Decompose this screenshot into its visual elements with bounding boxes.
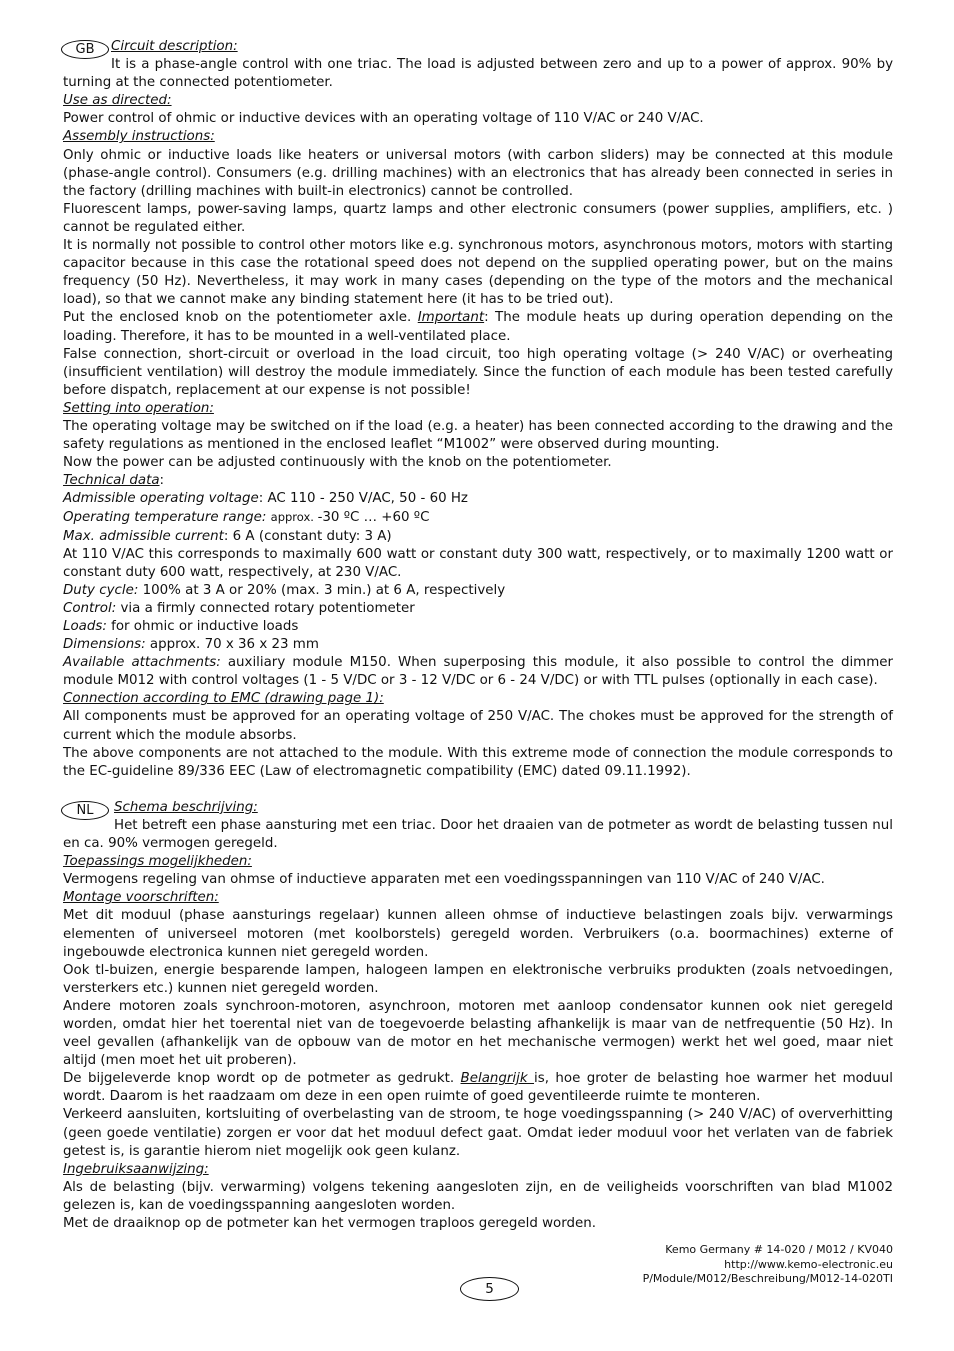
nl-language-badge: NL (61, 801, 109, 820)
montage-heading: Montage voorschriften: (63, 890, 219, 906)
spec-attachments (63, 654, 893, 690)
operation-paragraph-1: The operating voltage may be switched on if the load (e.g. a heater) has been connected according to the drawing and the safety regulations as mentioned in the enclosed leaflet “M1002” were observed during mounting. (63, 418, 893, 453)
schema-text: Het betreft een phase aansturing met een triac. Door het draaien van de potmeter as wordt de belasting tussen nul en ca. 90% vermogen geregeld. (63, 817, 893, 852)
montage-paragraph-1: Met dit moduul (phase aansturings regelaar) kunnen alleen ohmse of inductieve belastingen zoals bijv. verwarmings elementen of universeel motoren (met koolborstels) geregeld worden. Verbruikers (o.a. boormachines) externe of ingebouwde electronica kunnen niet geregeld worden. (63, 908, 893, 960)
montage-p4-text-a: De bijgeleverde knop wordt op de potmeter as gedrukt. (63, 1071, 461, 1087)
spec-control-label: Control: (63, 600, 117, 616)
montage-paragraph-3: Andere motoren zoals synchroon-motoren, asynchroon, motoren met aanloop condensator kunnen ook niet geregeld worden, omdat hier het toerental niet van de toegevoerde belasting afhankelijk is maar van de netfrequentie (50 Hz). In veel gevallen (afhankelijk van de opbouw van de motor en het mechanische vermogen) werkt het wel goed, maar niet altijd (men moet het uit proberen). (63, 998, 893, 1069)
spec-duty-label: Duty cycle: (63, 582, 139, 598)
spec-power-text: At 110 V/AC this corresponds to maximally 600 watt or constant duty 300 watt, respectively, or to maximally 1200 watt or constant duty 600 watt, respectively, at 230 V/AC. (63, 546, 893, 580)
spec-loads-value: for ohmic or inductive loads (106, 619, 299, 634)
spec-attach-label: Available attachments: (63, 655, 221, 671)
montage-paragraph-4 (63, 1070, 893, 1106)
spec-duty-value: 100% at 3 A or 20% (max. 3 min.) at 6 A, respectively (138, 582, 506, 598)
spec-loads (63, 618, 893, 636)
ingebruik-paragraph-1: Als de belasting (bijv. verwarming) volgens tekening aangesloten zijn, en de veiligheids voorschriften van blad M1002 gelezen is, kan de voedingsspanning aangesloten worden. (63, 1179, 893, 1213)
ingebruik-heading: Ingebruiksaanwijzing: (63, 1161, 209, 1177)
spec-voltage-value: : AC 110 - 250 V/AC, 50 - 60 Hz (258, 491, 468, 507)
setting-into-operation-heading: Setting into operation: (63, 400, 214, 416)
assembly-paragraph-3: It is normally not possible to control other motors like e.g. synchronous motors, asynchronous motors, motors with starting capacitor because in this case the rotational speed does not depend on the supplied operating power, but on the mains frequency (50 Hz). Nevertheless, it may work in many cases (depending on the type of the motors and the mechanical load), so that we cannot make any binding statement here (it has to be tried out). (63, 238, 893, 308)
spec-dims-value: approx. 70 x 36 x 23 mm (145, 637, 319, 653)
spec-temp-value: -30 ºC … +60 ºC (317, 510, 430, 526)
document-body (63, 38, 893, 1233)
belangrijk-label: Belangrijk (460, 1071, 535, 1087)
spec-attach-value: auxiliary module M150. When superposing this module, it also possible to control the dimmer module M012 with control voltages (1 - 5 V/DC or 3 - 12 V/DC or 6 - 24 V/DC) or with TTL pulses (optionally in each case). (63, 655, 893, 689)
footer-document-path: P/Module/M012/Beschreibung/M012-14-020TI (642, 1272, 893, 1285)
spec-control (63, 600, 893, 618)
assembly-paragraph-5: False connection, short-circuit or overload in the load circuit, too high operating voltage (> 240 V/AC) or overheating (insufficient ventilation) will destroy the module immediately. Since the function of each module has been tested carefully before dispatch, replacement at our expense is not possible! (63, 346, 893, 398)
operation-paragraph-2: Now the power can be adjusted continuously with the knob on the potentiometer. (63, 455, 612, 471)
footer-info (643, 1243, 893, 1287)
spec-temp-approx: approx. (270, 510, 318, 525)
footer-product-code: Kemo Germany # 14-020 / M012 / KV040 (665, 1243, 893, 1256)
spec-control-value: via a firmly connected rotary potentiometer (116, 600, 415, 616)
toepassing-heading: Toepassings mogelijkheden: (63, 854, 252, 870)
spec-dims-label: Dimensions: (63, 637, 146, 653)
assembly-instructions-heading: Assembly instructions: (63, 129, 215, 145)
use-as-directed-heading: Use as directed: (63, 93, 172, 109)
circuit-description-text: It is a phase-angle control with one triac. The load is adjusted between zero and up to a power of approx. 90% by turning at the connected potentiometer. (63, 57, 893, 91)
assembly-paragraph-4 (63, 309, 893, 345)
circuit-description-heading: Circuit description: (111, 39, 238, 54)
spec-voltage-label: Admissible operating voltage (63, 491, 259, 507)
gb-section (63, 38, 893, 781)
nl-section (63, 799, 893, 1233)
toepassing-text: Vermogens regeling van ohmse of inductieve apparaten met een voedingsspanningen van 110 V/AC of 240 V/AC. (63, 872, 825, 888)
montage-paragraph-2: Ook tl-buizen, energie besparende lampen, halogeen lampen en elektronische verbruiks produkten (zoals netvoedingen, versterkers etc.) kunnen niet geregeld worden. (63, 962, 893, 996)
spec-voltage (63, 490, 893, 508)
spec-current-label: Max. admissible current (63, 528, 224, 544)
technical-data-heading: Technical data (63, 473, 160, 489)
ingebruik-paragraph-2: Met de draaiknop op de potmeter kan het vermogen traploos geregeld worden. (63, 1216, 596, 1231)
spec-current-value: : 6 A (constant duty: 3 A) (223, 528, 392, 544)
emc-paragraph-2: The above components are not attached to the module. With this extreme mode of connection the module corresponds to the EC-guideline 89/336 EEC (Law of electromagnetic compatibility (EMC) dated 09.11.1992). (63, 745, 893, 779)
spec-temperature (63, 508, 893, 527)
spec-loads-label: Loads: (63, 619, 107, 634)
assembly-p4-text-a: Put the enclosed knob on the potentiometer axle. (63, 310, 418, 326)
important-label: Important (417, 310, 485, 326)
use-as-directed-text: Power control of ohmic or inductive devices with an operating voltage of 110 V/AC or 240 V/AC. (63, 111, 704, 127)
spec-dimensions (63, 636, 893, 654)
montage-paragraph-5: Verkeerd aansluiten, kortsluiting of overbelasting van de stroom, te hoge voedingsspanning (> 240 V/AC) of oververhitting (geen goede ventilatie) zorgen er voor dat het moduul defect gaat. Omdat ieder moduul voor het verlaten van de fabriek getest is, is garantie hierom niet mogelijk ook geen kulanz. (63, 1107, 893, 1159)
footer-website: http://www.kemo-electronic.eu (724, 1257, 893, 1271)
emc-paragraph-1: All components must be approved for an operating voltage of 250 V/AC. The chokes must be approved for the strength of current which the module absorbs. (63, 709, 893, 743)
spec-temp-label: Operating temperature range: (63, 510, 271, 526)
montage-p4-text-b: is, hoe groter de belasting hoe warmer het moduul wordt. Daarom is het raadzaam om deze in een open ruimte of goed geventileerde ruimte te monteren. (63, 1071, 894, 1105)
spec-duty (63, 582, 893, 600)
spec-current (63, 528, 893, 546)
assembly-p4-text-b: : The module heats up during operation depending on the loading. Therefore, it has to be mounted in a well-ventilated place. (63, 310, 893, 344)
gb-language-badge: GB (61, 40, 109, 59)
schema-heading: Schema beschrijving: (114, 799, 258, 815)
page-number: 5 (460, 1277, 519, 1301)
technical-data-colon: : (159, 473, 165, 489)
assembly-paragraph-2: Fluorescent lamps, power-saving lamps, quartz lamps and other electronic consumers (power supplies, amplifiers, etc. ) cannot be regulated either. (63, 201, 893, 235)
assembly-paragraph-1: Only ohmic or inductive loads like heaters or universal motors (with carbon sliders) may be connected at this module (phase-angle control). Consumers (e.g. drilling machines) with an electronics that has already been connected in series in the factory (drilling machines with built-in electronics) cannot be controlled. (63, 147, 893, 199)
emc-heading: Connection according to EMC (drawing page 1): (63, 691, 384, 707)
